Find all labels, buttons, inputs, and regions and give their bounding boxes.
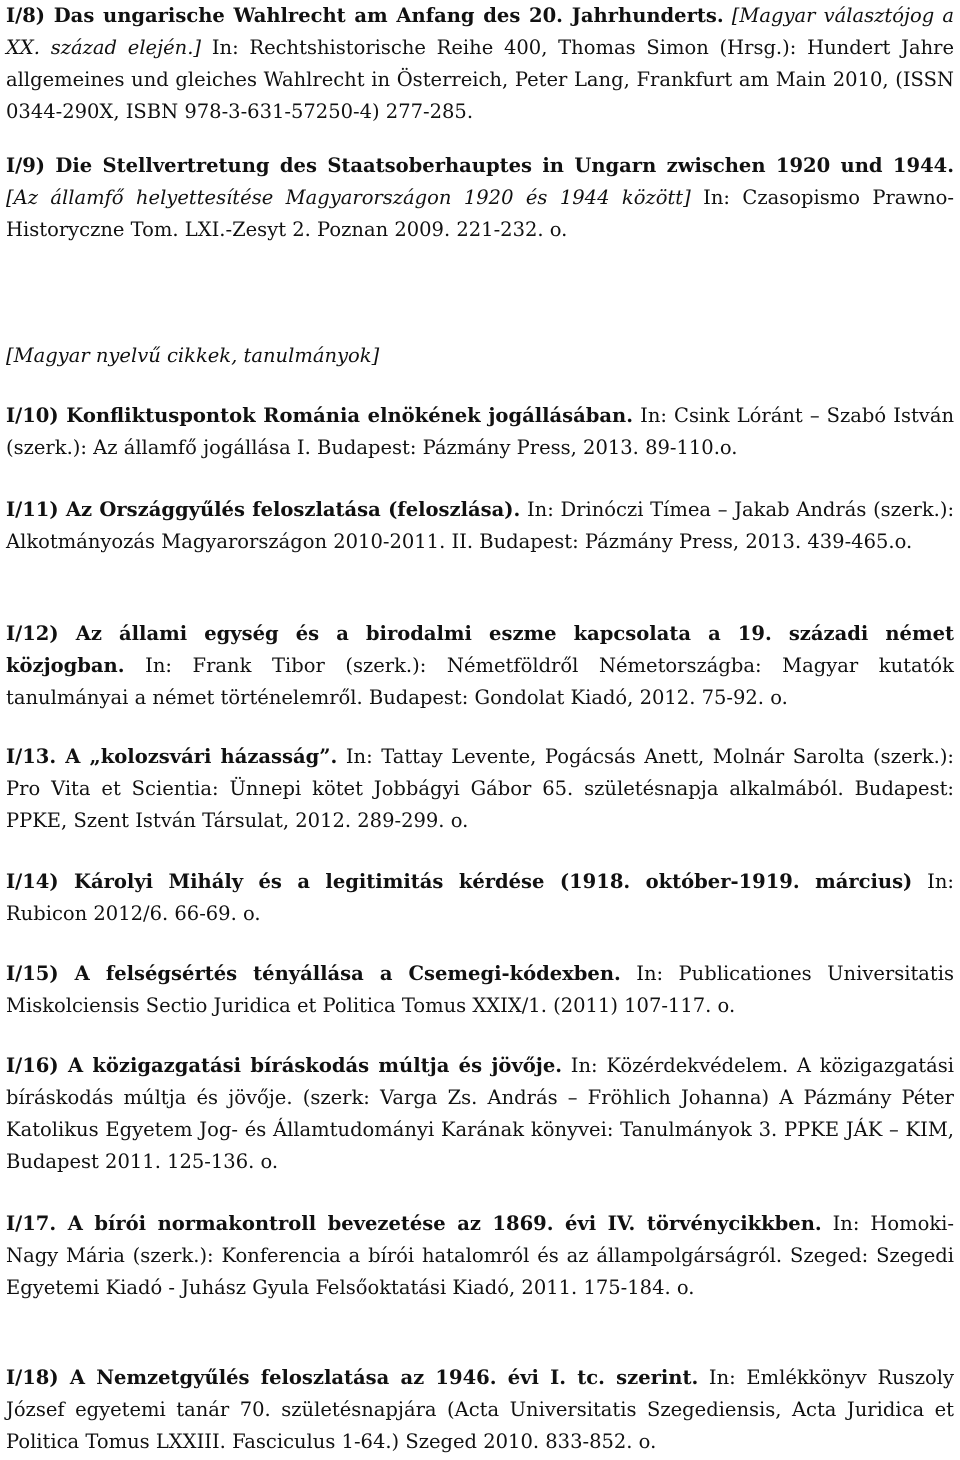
entry-title: I/16) A közigazgatási bíráskodás múltja és jövője. — [6, 1054, 563, 1077]
entry-details: In: Közérdekvédelem. A közigazgatási bíráskodás múltja és jövője. (szerk: Varga Zs. András – Fröhlich Johanna) A Pázmány Péter Katolikus Egyetem Jog- és Államtudományi Karának könyvei: Tanulmányok 3. PPKE JÁK – KIM, Budapest 2011. 125-136. o. — [6, 1054, 954, 1173]
entry-title: I/9) Die Stellvertretung des Staatsoberhauptes in Ungarn zwischen 1920 und 1944. — [6, 154, 954, 177]
entry-title: I/15) A felségsértés tényállása a Csemegi-kódexben. — [6, 962, 621, 985]
bibliography-entry-i11 — [6, 494, 954, 558]
bibliography-entry-i13 — [6, 741, 954, 837]
entry-translation: [Magyar választójog a XX. század elején.] — [6, 4, 954, 59]
entry-translation: [Az államfő helyettesítése Magyarországon 1920 és 1944 között] — [6, 186, 691, 209]
bibliography-entry-i14 — [6, 866, 954, 930]
section-heading: [Magyar nyelvű cikkek, tanulmányok] — [6, 344, 380, 367]
entry-title: I/10) Konfliktuspontok Románia elnökének jogállásában. — [6, 404, 634, 427]
entry-details: In: Czasopismo Prawno-Historyczne Tom. LXI.-Zesyt 2. Poznan 2009. 221-232. o. — [6, 186, 955, 241]
entry-title: I/14) Károlyi Mihály és a legitimitás kérdése (1918. október-1919. március) — [6, 870, 913, 893]
entry-details: In: Publicationes Universitatis Miskolciensis Sectio Juridica et Politica Tomus XXIX/1. (2011) 107-117. o. — [6, 962, 954, 1017]
entry-details: In: Rubicon 2012/6. 66-69. o. — [6, 870, 955, 925]
entry-title: I/11) Az Országgyűlés feloszlatása (feloszlása). — [6, 498, 521, 521]
entry-title: I/13. A „kolozsvári házasság”. — [6, 745, 338, 768]
entry-details: In: Csink Lóránt – Szabó István (szerk.): Az államfő jogállása I. Budapest: Pázmány Press, 2013. 89-110.o. — [6, 404, 954, 459]
entry-title: I/18) A Nemzetgyűlés feloszlatása az 1946. évi I. tc. szerint. — [6, 1366, 699, 1389]
bibliography-entry-i10 — [6, 400, 954, 464]
bibliography-entry-i9 — [6, 150, 954, 246]
entry-details: In: Drinóczi Tímea – Jakab András (szerk.): Alkotmányozás Magyarországon 2010-2011. II. Budapest: Pázmány Press, 2013. 439-465.o. — [6, 498, 955, 553]
entry-details: In: Rechtshistorische Reihe 400, Thomas Simon (Hrsg.): Hundert Jahre allgemeines und gleiches Wahlrecht in Österreich, Peter Lang, Frankfurt am Main 2010, (ISSN 0344-290X, ISBN 978-3-631-57250-4) 277-285. — [6, 36, 954, 123]
entry-details: In: Homoki-Nagy Mária (szerk.): Konferencia a bírói hatalomról és az állampolgárságról. Szeged: Szegedi Egyetemi Kiadó - Juhász Gyula Felsőoktatási Kiadó, 2011. 175-184. o. — [6, 1212, 954, 1299]
bibliography-entry-i12 — [6, 618, 954, 714]
entry-title: I/8) Das ungarische Wahlrecht am Anfang des 20. Jahrhunderts. — [6, 4, 724, 27]
bibliography-entry-i8 — [6, 0, 954, 128]
bibliography-entry-i18 — [6, 1362, 954, 1458]
entry-details: In: Frank Tibor (szerk.): Németföldről Németországba: Magyar kutatók tanulmányai a német történelemről. Budapest: Gondolat Kiadó, 2012. 75-92. o. — [6, 654, 954, 709]
entry-title: I/17. A bírói normakontroll bevezetése az 1869. évi IV. törvénycikkben. — [6, 1212, 822, 1235]
entry-details: In: Tattay Levente, Pogácsás Anett, Molnár Sarolta (szerk.): Pro Vita et Scientia: Ünnepi kötet Jobbágyi Gábor 65. születésnapja alkalmából. Budapest: PPKE, Szent István Társulat, 2012. 289-299. o. — [6, 745, 955, 832]
bibliography-entry-i15 — [6, 958, 954, 1022]
entry-title: I/12) Az állami egység és a birodalmi eszme kapcsolata a 19. századi német közjogban. — [6, 622, 954, 677]
entry-details: In: Emlékkönyv Ruszoly József egyetemi tanár 70. születésnapjára (Acta Universitatis Szegediensis, Acta Juridica et Politica Tomus LXXIII. Fasciculus 1-64.) Szeged 2010. 833-852. o. — [6, 1366, 954, 1453]
bibliography-entry-i16 — [6, 1050, 954, 1178]
bibliography-entry-i17 — [6, 1208, 954, 1304]
